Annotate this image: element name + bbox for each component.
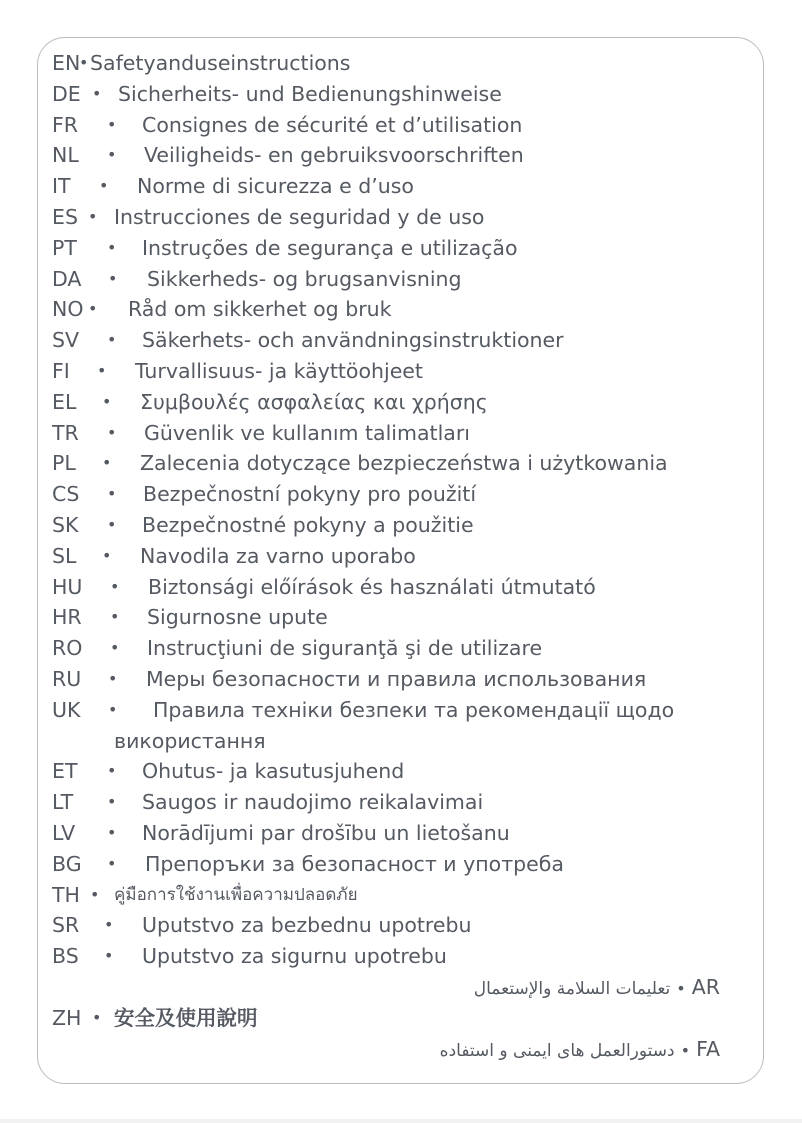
instruction-title: คู่มือการใช้งานเพื่อความปลอดภัย — [114, 884, 358, 905]
instruction-title: Zalecenia dotyczące bezpieczeństwa i użytkowania — [140, 451, 668, 476]
instruction-title: Turvallisuus- ja käyttöohjeet — [135, 358, 423, 383]
language-code: SK — [52, 512, 79, 537]
instruction-title: Norme di sicurezza e d’uso — [137, 174, 414, 199]
bullet: • — [107, 853, 117, 873]
list-item — [52, 264, 752, 295]
instruction-title: دستورالعمل های ایمنی و استفاده — [439, 1040, 675, 1061]
language-code: PT — [52, 235, 77, 260]
bullet: • — [88, 299, 98, 319]
list-item — [52, 233, 752, 264]
bullet: • — [107, 145, 117, 165]
list-item — [52, 972, 720, 1003]
language-code: EN — [52, 51, 81, 75]
list-item-continuation — [52, 726, 752, 757]
list-item — [52, 510, 752, 541]
language-list — [52, 48, 752, 1064]
language-code: DE — [52, 81, 81, 106]
bullet: • — [92, 1007, 102, 1027]
language-code: PL — [52, 451, 76, 476]
list-item — [52, 941, 752, 972]
instruction-title: Råd om sikkerhet og bruk — [128, 297, 392, 322]
language-code: FA — [696, 1036, 720, 1061]
list-item — [52, 880, 752, 911]
list-item — [52, 602, 752, 633]
instruction-title: Instrucciones de seguridad y de uso — [114, 204, 485, 229]
language-code: DA — [52, 266, 82, 291]
language-code: SV — [52, 328, 80, 353]
bullet: • — [680, 1040, 691, 1060]
bullet: • — [107, 792, 117, 812]
list-item — [52, 695, 752, 726]
bullet: • — [107, 114, 117, 134]
language-code: NO — [52, 297, 84, 322]
bullet: • — [108, 699, 118, 719]
bullet: • — [107, 484, 117, 504]
bullet: • — [107, 330, 117, 350]
instruction-title: Güvenlik ve kullanım talimatları — [144, 420, 470, 445]
bullet: • — [676, 978, 686, 998]
language-code: HR — [52, 605, 82, 630]
list-item — [52, 910, 752, 941]
list-item — [52, 1003, 752, 1034]
bullet: • — [104, 915, 114, 935]
bullet: • — [102, 453, 112, 473]
instruction-title: Συμβουλές ασφαλείας και χρήσης — [140, 389, 488, 414]
instruction-title: Saugos ir naudojimo reikalavimai — [142, 790, 484, 815]
instruction-title: Uputstvo za bezbednu upotrebu — [142, 913, 472, 938]
instruction-title: Sigurnosne upute — [147, 605, 328, 630]
bullet: • — [107, 237, 117, 257]
instruction-title: Bezpečnostné pokyny a použitie — [142, 512, 474, 537]
bullet: • — [107, 822, 117, 842]
language-code: HU — [52, 574, 83, 599]
language-code: CS — [52, 482, 80, 507]
list-item — [52, 325, 752, 356]
instruction-title: Uputstvo za sigurnu upotrebu — [142, 944, 447, 969]
bullet: • — [108, 668, 118, 688]
language-code: SR — [52, 913, 80, 938]
language-code: RU — [52, 666, 82, 691]
bullet: • — [90, 884, 100, 904]
instruction-title: Biztonsági előírások és használati útmutató — [148, 574, 596, 599]
instruction-title: Consignes de sécurité et d’utilisation — [142, 112, 523, 137]
list-item — [52, 818, 752, 849]
list-item — [52, 79, 752, 110]
list-item — [52, 140, 752, 171]
language-code: FI — [52, 358, 70, 383]
instruction-title: Препоръки за безопасност и употреба — [145, 851, 564, 876]
language-code: NL — [52, 143, 79, 168]
bullet: • — [110, 638, 120, 658]
instruction-title: Norādījumi par drošību un lietošanu — [142, 820, 510, 845]
list-item — [52, 849, 752, 880]
language-code: ET — [52, 759, 78, 784]
language-code: IT — [52, 174, 71, 199]
bullet: • — [99, 176, 109, 196]
bullet: • — [102, 391, 112, 411]
list-item — [52, 448, 752, 479]
list-item — [52, 479, 752, 510]
bullet: • — [110, 607, 120, 627]
instruction-title: Instruções de segurança e utilização — [142, 235, 518, 260]
list-item — [52, 48, 752, 79]
instruction-title-continued: використання — [114, 728, 266, 753]
instruction-title: Меры безопасности и правила использования — [146, 666, 647, 691]
bullet: • — [97, 360, 107, 380]
instruction-title: Instrucţiuni de siguranţă şi de utilizare — [147, 636, 543, 661]
instruction-title: 安全及使用說明 — [114, 1005, 258, 1030]
language-code: BG — [52, 851, 82, 876]
language-code: FR — [52, 112, 79, 137]
instruction-title: Navodila za varno uporabo — [140, 543, 416, 568]
bullet: • — [107, 761, 117, 781]
list-item — [52, 387, 752, 418]
bullet: • — [107, 422, 117, 442]
list-item — [52, 572, 752, 603]
list-item — [52, 787, 752, 818]
bullet: • — [104, 946, 114, 966]
instruction-title: تعليمات السلامة والإستعمال — [473, 978, 671, 999]
language-code: LT — [52, 790, 74, 815]
instruction-title: Ohutus- ja kasutusjuhend — [142, 759, 405, 784]
list-item — [52, 633, 752, 664]
list-item — [52, 541, 752, 572]
language-code: ZH — [52, 1005, 82, 1030]
bullet: • — [92, 83, 102, 103]
list-item — [52, 356, 752, 387]
bullet: • — [107, 514, 117, 534]
instruction-title: Säkerhets- och användningsinstruktioner — [142, 328, 564, 353]
bullet: • — [102, 545, 112, 565]
language-code: LV — [52, 820, 76, 845]
language-code: TR — [52, 420, 79, 445]
language-code: TH — [52, 882, 80, 907]
list-item — [52, 664, 752, 695]
list-item — [52, 756, 752, 787]
language-code: ES — [52, 204, 78, 229]
list-item — [52, 418, 752, 449]
language-code: SL — [52, 543, 77, 568]
bullet: • — [110, 576, 120, 596]
instruction-title: Правила техніки безпеки та рекомендації щодо — [153, 697, 675, 722]
instruction-title: Bezpečnostní pokyny pro použití — [143, 482, 477, 507]
list-item — [52, 202, 752, 233]
language-code: UK — [52, 697, 81, 722]
language-code: RO — [52, 636, 83, 661]
instruction-title: Sikkerheds- og brugsanvisning — [147, 266, 462, 291]
language-code: EL — [52, 389, 77, 414]
instruction-title: Veiligheids- en gebruiksvoorschriften — [144, 143, 524, 168]
list-item — [52, 171, 752, 202]
list-item — [52, 294, 752, 325]
bullet: • — [88, 206, 98, 226]
bullet: • — [79, 53, 89, 72]
instruction-title: Safetyanduseinstructions — [90, 51, 351, 75]
page-bottom-edge — [0, 1119, 802, 1123]
language-code: BS — [52, 944, 79, 969]
list-item — [52, 1034, 720, 1065]
list-item — [52, 110, 752, 141]
language-code: AR — [691, 974, 720, 999]
instruction-title: Sicherheits- und Bedienungshinweise — [118, 81, 502, 106]
bullet: • — [108, 268, 118, 288]
